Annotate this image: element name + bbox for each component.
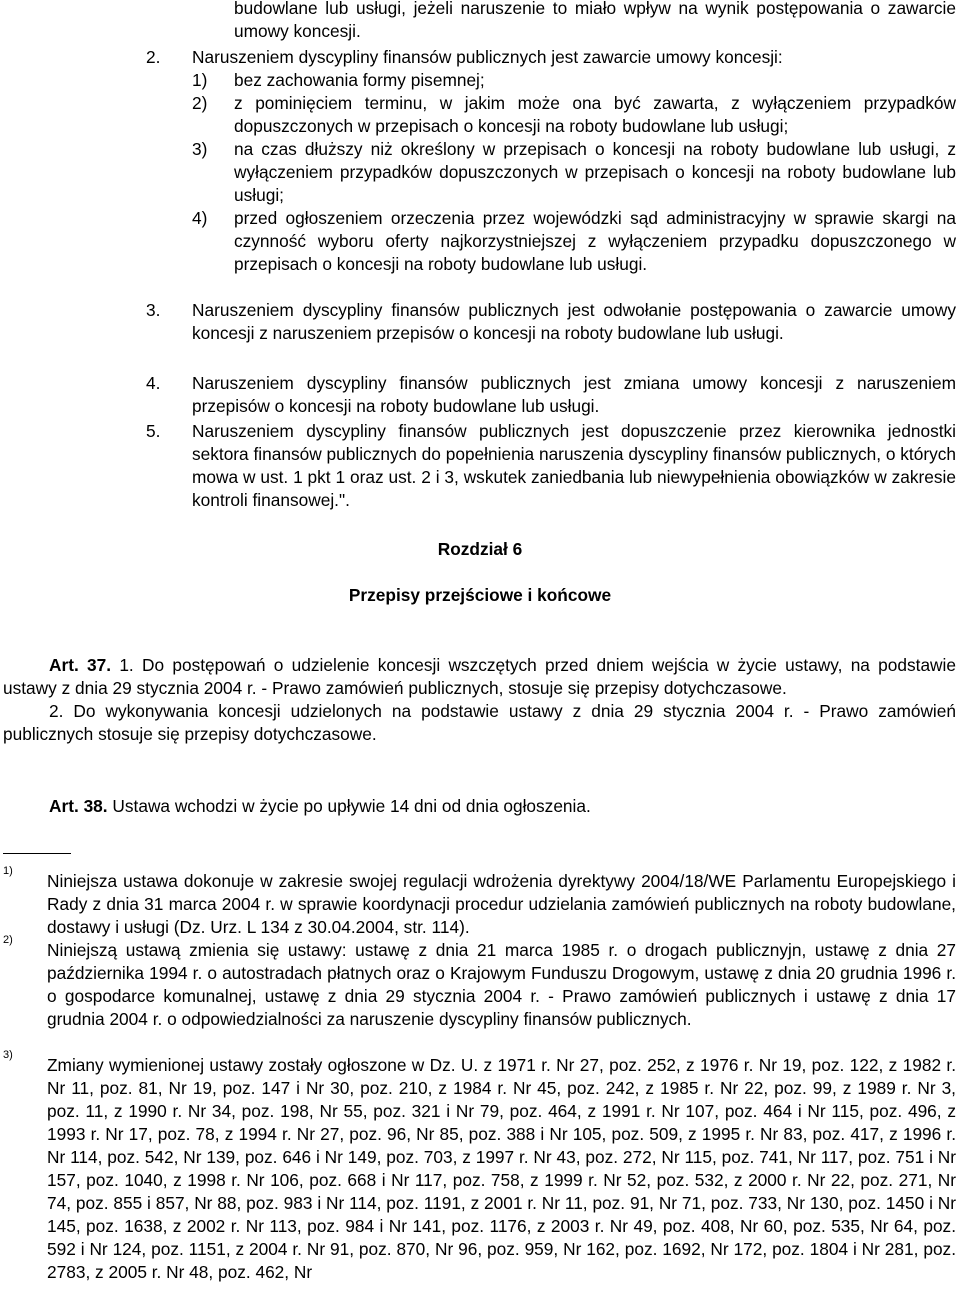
paragraph-4	[146, 372, 956, 418]
paragraph-number: 1.	[119, 655, 134, 675]
subitem-3	[192, 138, 956, 207]
paragraph-text: Naruszeniem dyscypliny finansów publicznych jest dopuszczenie przez kierownika jednostki sektora finansów publicznych do popełnienia naruszenia dyscypliny finansów publicznych, o których mowa w ust. 1 pkt 1 oraz ust. 2 i 3, wskutek zaniedbania lub niewypełnienia obowiązków w zakresie kontroli finansowej.".	[192, 421, 956, 510]
subitem-text: na czas dłuższy niż określony w przepisach o koncesji na roboty budowlane lub usługi, z wyłączeniem przypadków dopuszczonych w przepisach o koncesji na roboty budowlane lub usługi;	[234, 139, 956, 205]
footnote-mark: 3)	[3, 1049, 13, 1061]
footnote-separator	[3, 853, 71, 854]
chapter-subtitle: Przepisy przejściowe i końcowe	[348, 585, 612, 605]
paragraph-number: 3.	[146, 300, 161, 320]
paragraph-lead: Naruszeniem dyscypliny finansów publicznych jest zawarcie umowy koncesji:	[192, 47, 783, 67]
chapter-title: Rozdział 6	[437, 539, 523, 559]
paragraph-number: 2.	[146, 47, 161, 67]
footnote-mark: 2)	[3, 934, 13, 946]
subitem-list	[192, 69, 956, 276]
subitem-4	[192, 207, 956, 276]
continuation-text: budowlane lub usługi, jeżeli naruszenie to miało wpływ na wynik postępowania o zawarcie umowy koncesji.	[234, 0, 956, 41]
footnote-2	[3, 934, 956, 1031]
article-text: Ustawa wchodzi w życie po upływie 14 dni od dnia ogłoszenia.	[112, 796, 591, 816]
article-38	[49, 795, 956, 818]
article-37	[3, 654, 956, 746]
article-37-para-2: 2. Do wykonywania koncesji udzielonych na podstawie ustawy z dnia 29 stycznia 2004 r. - Prawo zamówień publicznych stosuje się przepisy dotychczasowe.	[3, 701, 956, 744]
paragraph-text: Naruszeniem dyscypliny finansów publicznych jest zmiana umowy koncesji z naruszeniem przepisów o koncesji na roboty budowlane lub usługi.	[192, 373, 956, 416]
subitem-text: z pominięciem terminu, w jakim może ona być zawarta, z wyłączeniem przypadków dopuszczonych w przepisach o koncesji na roboty budowlane lub usługi;	[234, 93, 956, 136]
footnote-mark: 1)	[3, 865, 13, 877]
paragraph-text: Do postępowań o udzielenie koncesji wszczętych przed dniem wejścia w życie ustawy, na podstawie ustawy z dnia 29 stycznia 2004 r. - Prawo zamówień publicznych, stosuje się przepisy dotychczasowe.	[3, 655, 956, 698]
footnote-text: Zmiany wymienionej ustawy zostały ogłoszone w Dz. U. z 1971 r. Nr 27, poz. 252, z 1976 r. Nr 19, poz. 122, z 1982 r. Nr 11, poz. 81, Nr 19, poz. 147 i Nr 30, poz. 210, z 1984 r. Nr 45, poz. 242, z 1985 r. Nr 22, poz. 99, z 1989 r. Nr 3, poz. 11, z 1990 r. Nr 34, poz. 198, Nr 55, poz. 321 i Nr 79, poz. 464, z 1991 r. Nr 107, poz. 464 i Nr 115, poz. 496, z 1993 r. Nr 17, poz. 78, z 1994 r. Nr 27, poz. 96, Nr 85, poz. 388 i Nr 105, poz. 509, z 1995 r. Nr 83, poz. 417, z 1996 r. Nr 114, poz. 542, Nr 139, poz. 646 i Nr 149, poz. 703, z 1997 r. Nr 43, poz. 272, Nr 115, poz. 741, Nr 117, poz. 751 i Nr 157, poz. 1040, z 1998 r. Nr 106, poz. 668 i Nr 117, poz. 758, z 1999 r. Nr 52, poz. 532, z 2000 r. Nr 22, poz. 271, Nr 74, poz. 855 i 857, Nr 88, poz. 983 i Nr 114, poz. 1191, z 2001 r. Nr 11, poz. 91, Nr 71, poz. 733, Nr 130, poz. 1450 i Nr 145, poz. 1638, z 2002 r. Nr 113, poz. 984 i Nr 141, poz. 1176, z 2003 r. Nr 49, poz. 408, Nr 60, poz. 535, Nr 64, poz. 592 i Nr 124, poz. 1151, z 2004 r. Nr 91, poz. 870, Nr 96, poz. 959, Nr 162, poz. 1692, Nr 172, poz. 1804 i Nr 281, poz. 2783, z 2005 r. Nr 48, poz. 462, Nr	[47, 1055, 956, 1282]
paragraph-text: Naruszeniem dyscypliny finansów publicznych jest odwołanie postępowania o zawarcie umowy koncesji z naruszeniem przepisów o koncesji na roboty budowlane lub usługi.	[192, 300, 956, 343]
footnote-text: Niniejszą ustawą zmienia się ustawy: ustawę z dnia 21 marca 1985 r. o drogach publicznyjn, ustawę z dnia 27 października 1994 r. o autostradach płatnych oraz o Krajowym Funduszu Drogowym, ustawę z dnia 20 grudnia 1996 r. o gospodarce komunalnej, ustawę z dnia 29 stycznia 2004 r. - Prawo zamówień publicznych i ustawę z dnia 17 grudnia 2004 r. o odpowiedzialności za naruszenie dyscypliny finansów publicznych.	[47, 940, 956, 1029]
subitem-text: przed ogłoszeniem orzeczenia przez wojewódzki sąd administracyjny w sprawie skargi na czynność wyboru oferty najkorzystniejszej z wyłączeniem przypadku dopuszczonego w przepisach o koncesji na roboty budowlane lub usługi.	[234, 208, 956, 274]
subitem-text: bez zachowania formy pisemnej;	[234, 70, 485, 90]
subitem-2	[192, 92, 956, 138]
subitem-number: 1)	[192, 70, 208, 90]
article-label: Art. 37.	[49, 655, 112, 675]
paragraph-number: 4.	[146, 373, 161, 393]
article-37-para-1	[3, 654, 956, 700]
subitem-1	[192, 69, 956, 92]
subitem-number: 3)	[192, 139, 208, 159]
paragraph-3	[146, 299, 956, 345]
article-label: Art. 38.	[49, 796, 108, 816]
footnote-text: Niniejsza ustawa dokonuje w zakresie swojej regulacji wdrożenia dyrektywy 2004/18/WE Parlamentu Europejskiego i Rady z dnia 31 marca 2004 r. w sprawie koordynacji procedur udzielania zamówień publicznych na roboty budowlane, dostawy i usługi (Dz. Urz. L 134 z 30.04.2004, str. 114).	[47, 871, 956, 937]
subitem-number: 2)	[192, 93, 208, 113]
footnote-3	[3, 1049, 956, 1284]
paragraph-number: 5.	[146, 421, 161, 441]
footnote-1	[3, 865, 956, 939]
subitem-number: 4)	[192, 208, 208, 228]
paragraph-5	[146, 420, 956, 512]
